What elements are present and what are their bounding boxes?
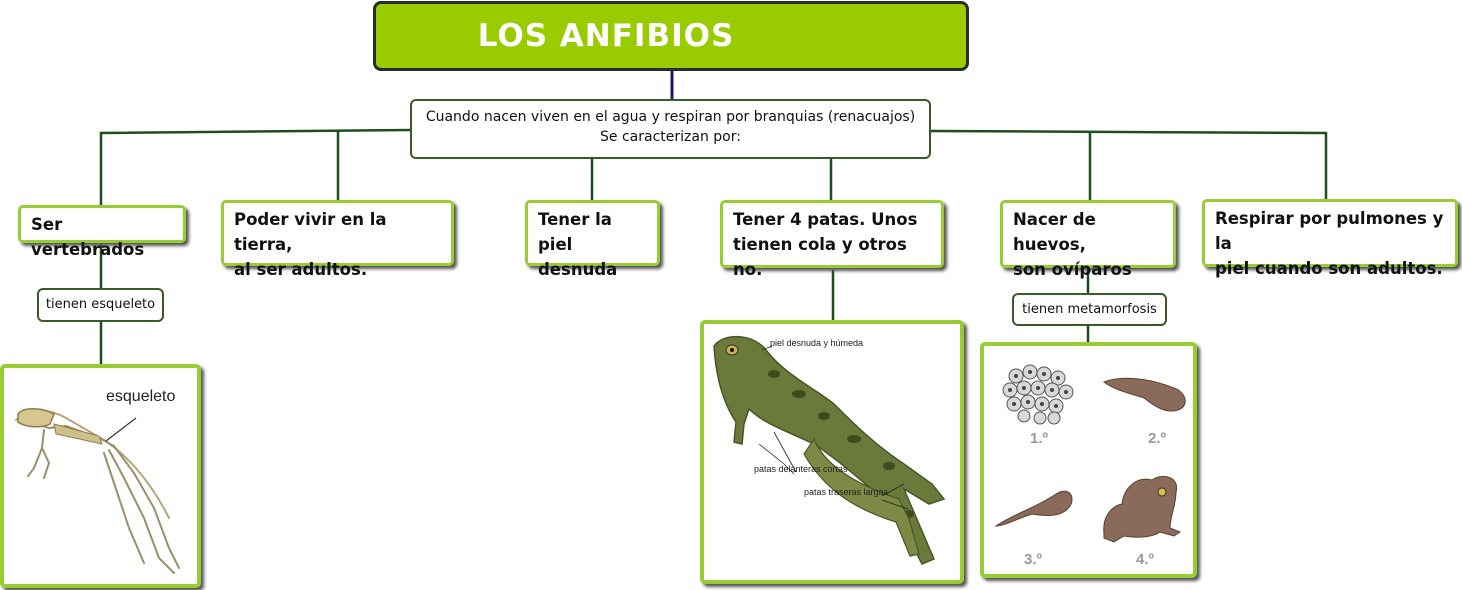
frog-label-skin: piel desnuda y húmeda (770, 338, 864, 348)
title-box (373, 1, 969, 71)
sublabel-esqueleto: tienen esqueleto (37, 288, 164, 322)
node-line-2: son ovíparos (1013, 260, 1132, 279)
connector-vertebrados (101, 130, 410, 206)
node-line-1: Respirar por pulmones y la (1215, 209, 1444, 253)
center-description (410, 99, 931, 159)
stage-label-3: 3.º (1024, 551, 1042, 568)
metamorphosis-panel (980, 342, 1197, 578)
node-line-2: piel cuando son adultos. (1215, 259, 1443, 278)
center-line-2: Se caracterizan por: (600, 129, 741, 145)
center-line-1: Cuando nacen viven en el agua y respiran por branquias (renacuajos) (425, 109, 916, 125)
node-line-2: al ser adultos. (234, 260, 368, 279)
node-cuatro-patas (720, 200, 944, 279)
tadpole-legs-icon (996, 491, 1072, 526)
metamorphosis-illustration (984, 346, 1197, 578)
stage-label-4: 4.º (1136, 551, 1154, 568)
frog-label-front-legs: patas delanteras cortas (754, 464, 848, 474)
node-oviparos (1000, 200, 1176, 279)
node-line-1: Ser vertebrados (31, 215, 145, 259)
stage-label-1: 1.º (1030, 430, 1048, 447)
tadpole-icon (1104, 378, 1185, 411)
skeleton-panel (0, 364, 201, 588)
node-vivir-tierra (221, 200, 454, 279)
node-line-1: Nacer de huevos, (1013, 210, 1096, 254)
node-line-1: Tener 4 patas. Unos (733, 210, 918, 229)
eggs-icon (1003, 365, 1073, 424)
stage-label-2: 2.º (1148, 430, 1166, 447)
sublabel-metamorfosis: tienen metamorfosis (1012, 293, 1167, 326)
frog-icon (1104, 476, 1180, 542)
frog-illustration (704, 324, 964, 584)
node-line-2: desnuda (538, 260, 618, 279)
node-line-2: tienen cola y otros no. (733, 235, 907, 279)
skeleton-label: esqueleto (106, 388, 176, 405)
node-line-1: Poder vivir en la tierra, (234, 210, 387, 254)
node-line-1: Tener la piel (538, 210, 612, 254)
node-vertebrados (18, 205, 186, 259)
connector-pulmones (931, 131, 1326, 200)
page-title: LOS ANFIBIOS (477, 18, 735, 54)
node-piel-desnuda (525, 200, 660, 279)
node-pulmones (1202, 199, 1458, 278)
frog-panel (700, 320, 964, 584)
frog-label-back-legs: patas traseras largas (804, 487, 889, 497)
